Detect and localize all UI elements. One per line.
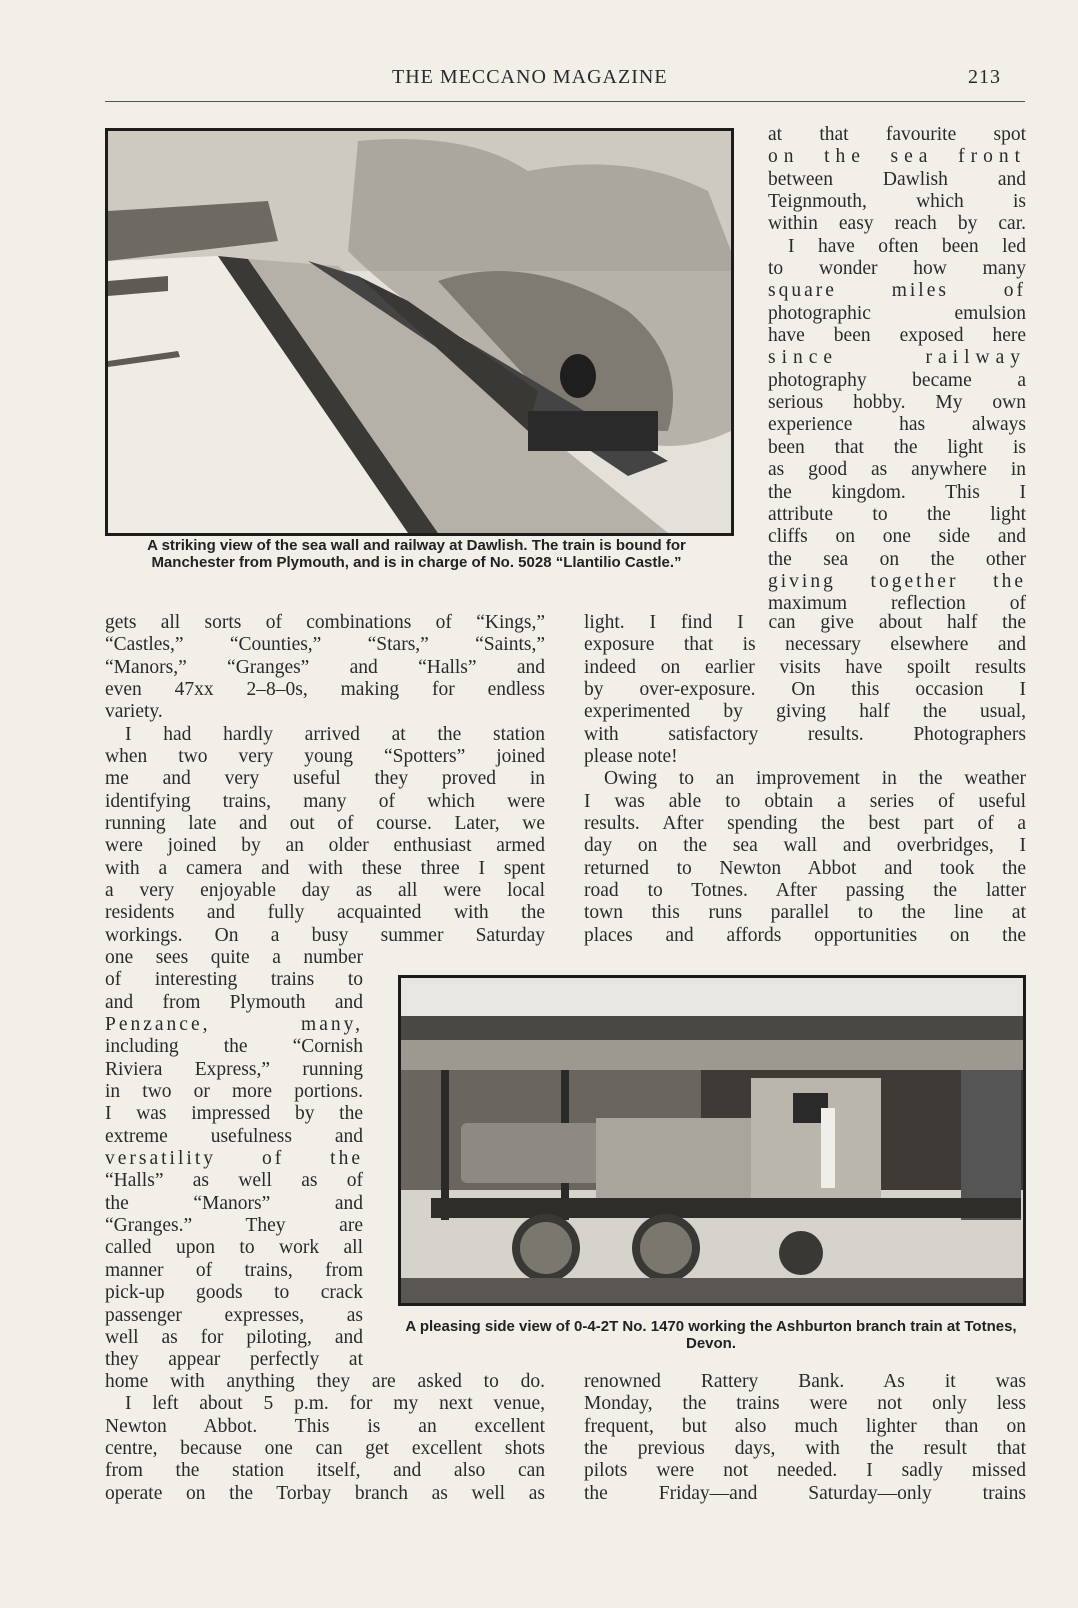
text-line: gets all sorts of combinations of “Kings,” bbox=[105, 612, 545, 633]
text-line: I was impressed by the bbox=[105, 1103, 363, 1125]
text-line: the previous days, with the result that bbox=[584, 1438, 1026, 1460]
text-line: identifying trains, many of which were bbox=[105, 790, 545, 812]
text-line: “Castles,” “Counties,” “Stars,” “Saints,” bbox=[105, 634, 545, 656]
text-line: places and affords opportunities on the bbox=[584, 924, 1026, 946]
text-line: I was able to obtain a series of useful bbox=[584, 790, 1026, 812]
text-line: pilots were not needed. I sadly missed bbox=[584, 1460, 1026, 1482]
text-line: as good as anywhere in bbox=[768, 459, 1026, 481]
text-line: operate on the Torbay branch as well as bbox=[105, 1482, 545, 1504]
text-line: I have often been led bbox=[788, 235, 1026, 257]
text-line: the kingdom. This I bbox=[768, 481, 1026, 503]
text-line: residents and fully acquainted with the bbox=[105, 902, 545, 924]
header-rule bbox=[105, 101, 1025, 102]
text-line: photographic emulsion bbox=[768, 302, 1026, 324]
text-line: I had hardly arrived at the station bbox=[125, 723, 545, 745]
article-column-left-mid bbox=[105, 612, 545, 947]
text-line: Newton Abbot. This is an excellent bbox=[105, 1415, 545, 1437]
photo-caption: A pleasing side view of 0-4-2T No. 1470 working the Ashburton branch train at Totnes, Devon. bbox=[405, 1318, 1017, 1352]
text-line: when two very young “Spotters” joined bbox=[105, 746, 545, 768]
article-column-left-bottom bbox=[105, 1371, 545, 1505]
text-line: the “Manors” and bbox=[105, 1192, 363, 1214]
text-line: in two or more portions. bbox=[105, 1081, 363, 1103]
text-line: manner of trains, from bbox=[105, 1259, 363, 1281]
text-line: extreme usefulness and bbox=[105, 1125, 363, 1147]
text-line: road to Totnes. After passing the latter bbox=[584, 880, 1026, 902]
text-line: exposure that is necessary elsewhere and bbox=[584, 634, 1026, 656]
text-line: photography became a bbox=[768, 369, 1026, 391]
text-line: from the station itself, and also can bbox=[105, 1460, 545, 1482]
article-column-left-narrow bbox=[105, 947, 363, 1372]
text-line: me and very useful they proved in bbox=[105, 768, 545, 790]
dawlish-sea-wall-photo bbox=[105, 128, 734, 536]
text-line: within easy reach by car. bbox=[768, 213, 1026, 235]
text-line: were joined by an older enthusiast armed bbox=[105, 835, 545, 857]
text-line: Riviera Express,” running bbox=[105, 1058, 363, 1080]
text-line: at that favourite spot bbox=[768, 124, 1026, 145]
text-line: running late and out of course. Later, we bbox=[105, 813, 545, 835]
text-line: including the “Cornish bbox=[105, 1036, 363, 1058]
totnes-tank-engine-photo bbox=[398, 975, 1026, 1306]
photo-caption: A striking view of the sea wall and railway at Dawlish. The train is bound for Manchester from Plymouth, and is in charge of No. 5028 “Llantilio Castle.” bbox=[147, 537, 686, 571]
text-line: variety. bbox=[105, 701, 163, 723]
text-line: giving together the bbox=[768, 570, 1026, 592]
text-line: “Manors,” “Granges” and “Halls” and bbox=[105, 656, 545, 678]
text-line: returned to Newton Abbot and took the bbox=[584, 857, 1026, 879]
text-line: on the sea front bbox=[768, 146, 1026, 168]
text-line: please note! bbox=[584, 746, 678, 768]
article-column-right-bottom bbox=[584, 1371, 1026, 1505]
text-line: renowned Rattery Bank. As it was bbox=[584, 1371, 1026, 1392]
text-line: frequent, but also much lighter than on bbox=[584, 1415, 1026, 1437]
text-line: maximum reflection of bbox=[768, 593, 1026, 615]
text-line: Penzance, many, bbox=[105, 1014, 363, 1036]
text-line: the Friday—and Saturday—only trains bbox=[584, 1482, 1026, 1504]
text-line: called upon to work all bbox=[105, 1237, 363, 1259]
text-line: the sea on the other bbox=[768, 548, 1026, 570]
text-line: serious hobby. My own bbox=[768, 392, 1026, 414]
text-line: they appear perfectly at bbox=[105, 1349, 363, 1371]
text-line: one sees quite a number bbox=[105, 947, 363, 968]
text-line: since railway bbox=[768, 347, 1026, 369]
text-line: town this runs parallel to the line at bbox=[584, 902, 1026, 924]
text-line: experience has always bbox=[768, 414, 1026, 436]
text-line: with satisfactory results. Photographers bbox=[584, 723, 1026, 745]
text-line: by over-exposure. On this occasion I bbox=[584, 679, 1026, 701]
text-line: to wonder how many bbox=[768, 258, 1026, 280]
text-line: and from Plymouth and bbox=[105, 991, 363, 1013]
text-line: a very enjoyable day as all were local bbox=[105, 880, 545, 902]
text-line: indeed on earlier visits have spoilt results bbox=[584, 656, 1026, 678]
page-number: 213 bbox=[968, 66, 1001, 88]
text-line: experimented by giving half the usual, bbox=[584, 701, 1026, 723]
text-line: well as for piloting, and bbox=[105, 1326, 363, 1348]
text-line: with a camera and with these three I spent bbox=[105, 857, 545, 879]
article-column-right-mid bbox=[584, 612, 1026, 947]
text-line: Monday, the trains were not only less bbox=[584, 1393, 1026, 1415]
text-line: “Halls” as well as of bbox=[105, 1170, 363, 1192]
text-line: light. I find I can give about half the bbox=[584, 612, 1026, 633]
text-line: day on the sea wall and overbridges, I bbox=[584, 835, 1026, 857]
text-line: Owing to an improvement in the weather bbox=[604, 768, 1026, 790]
text-line: square miles of bbox=[768, 280, 1026, 302]
text-line: cliffs on one side and bbox=[768, 526, 1026, 548]
text-line: centre, because one can get excellent shots bbox=[105, 1438, 545, 1460]
text-line: of interesting trains to bbox=[105, 969, 363, 991]
text-line: “Granges.” They are bbox=[105, 1215, 363, 1237]
text-line: pick-up goods to crack bbox=[105, 1282, 363, 1304]
text-line: I left about 5 p.m. for my next venue, bbox=[125, 1393, 545, 1415]
text-line: Teignmouth, which is bbox=[768, 191, 1026, 213]
text-line: results. After spending the best part of a bbox=[584, 813, 1026, 835]
article-column-right-top bbox=[768, 124, 1026, 616]
text-line: versatility of the bbox=[105, 1148, 363, 1170]
magazine-title: THE MECCANO MAGAZINE bbox=[392, 66, 668, 88]
text-line: been that the light is bbox=[768, 436, 1026, 458]
text-line: workings. On a busy summer Saturday bbox=[105, 924, 545, 946]
text-line: passenger expresses, as bbox=[105, 1304, 363, 1326]
text-line: even 47xx 2–8–0s, making for endless bbox=[105, 679, 545, 701]
text-line: between Dawlish and bbox=[768, 168, 1026, 190]
text-line: home with anything they are asked to do. bbox=[105, 1371, 545, 1392]
text-line: attribute to the light bbox=[768, 503, 1026, 525]
text-line: have been exposed here bbox=[768, 325, 1026, 347]
